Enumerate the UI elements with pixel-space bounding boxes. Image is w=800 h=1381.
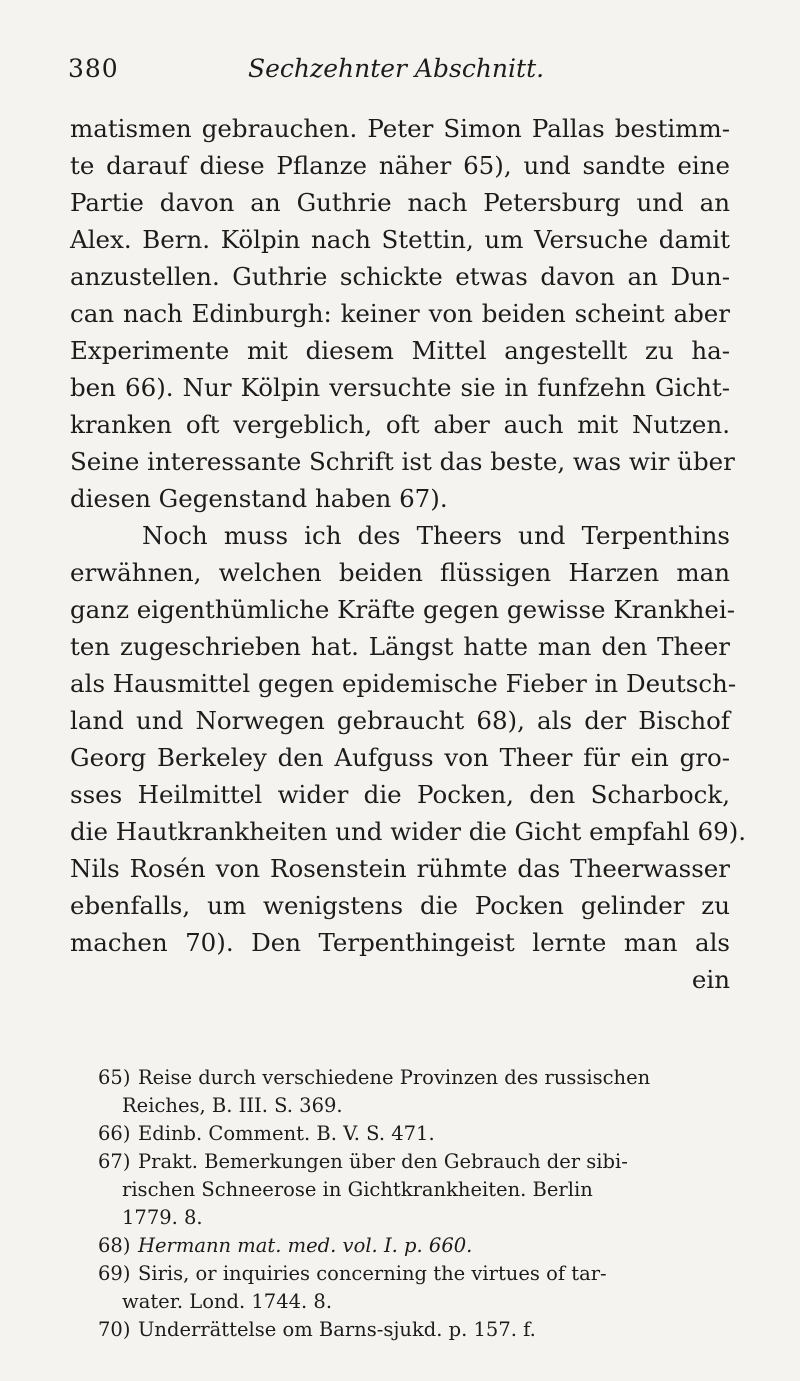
text-line: Partie davon an Guthrie nach Petersburg und an xyxy=(70,188,730,217)
text-line: te darauf diese Pflanze näher 65), und sandte eine xyxy=(70,151,730,180)
page-number: 380 xyxy=(68,54,119,83)
text-line: matismen gebrauchen. Peter Simon Pallas bestimm- xyxy=(70,114,730,143)
footnote-text: Prakt. Bemerkungen über den Gebrauch der sibi- xyxy=(138,1150,628,1173)
text-line: can nach Edinburgh: keiner von beiden scheint aber xyxy=(70,299,730,328)
text-line: machen 70). Den Terpenthingeist lernte man als xyxy=(70,928,730,957)
footnote-70 xyxy=(98,1316,730,1344)
main-text xyxy=(70,110,747,998)
footnote-65 xyxy=(98,1064,730,1092)
text-line: ebenfalls, um wenigstens die Pocken gelinder zu xyxy=(70,891,730,920)
footnotes xyxy=(98,1064,730,1344)
footnote-69 xyxy=(98,1260,730,1288)
text-line: Experimente mit diesem Mittel angestellt zu ha- xyxy=(70,336,730,365)
text-line: als Hausmittel gegen epidemische Fieber in Deutsch- xyxy=(70,669,737,698)
footnote-number: 67) xyxy=(98,1150,131,1173)
footnote-text: rischen Schneerose in Gichtkrankheiten. Berlin xyxy=(122,1178,593,1201)
footnote-text: Edinb. Comment. B. V. S. 471. xyxy=(138,1122,435,1145)
text-line: Nils Rosén von Rosenstein rühmte das Theerwasser xyxy=(70,854,730,883)
footnote-66 xyxy=(98,1120,730,1148)
text-line: diesen Gegenstand haben 67). xyxy=(70,484,448,513)
footnote-text: Underrättelse om Barns-sjukd. p. 157. f. xyxy=(138,1318,536,1341)
text-line: ganz eigenthümliche Kräfte gegen gewisse Krankhei- xyxy=(70,595,735,624)
footnote-text: water. Lond. 1744. 8. xyxy=(122,1290,333,1313)
footnote-text: Reiches, B. III. S. 369. xyxy=(122,1094,343,1117)
text-line: anzustellen. Guthrie schickte etwas davon an Dun- xyxy=(70,262,730,291)
footnote-68 xyxy=(98,1232,730,1260)
footnote-text: Reise durch verschiedene Provinzen des russischen xyxy=(138,1066,651,1089)
footnote-number: 66) xyxy=(98,1122,131,1145)
footnote-67 xyxy=(98,1148,730,1176)
footnote-number: 65) xyxy=(98,1066,131,1089)
text-line: Seine interessante Schrift ist das beste, was wir über xyxy=(70,447,735,476)
footnote-number: 69) xyxy=(98,1262,131,1285)
footnote-text: 1779. 8. xyxy=(122,1206,203,1229)
catchword: ein xyxy=(691,965,730,994)
text-line: ben 66). Nur Kölpin versuchte sie in funfzehn Gicht- xyxy=(70,373,730,402)
running-title: Sechzehnter Abschnitt. xyxy=(248,54,545,83)
page-header xyxy=(68,48,738,92)
footnote-text: Hermann mat. med. vol. I. p. 660. xyxy=(138,1234,473,1257)
text-line: erwähnen, welchen beiden flüssigen Harzen man xyxy=(70,558,730,587)
text-line: Georg Berkeley den Aufguss von Theer für ein gro- xyxy=(70,743,730,772)
text-line: Alex. Bern. Kölpin nach Stettin, um Versuche damit xyxy=(70,225,730,254)
text-line: die Hautkrankheiten und wider die Gicht empfahl 69). xyxy=(70,817,747,846)
text-line: land und Norwegen gebraucht 68), als der Bischof xyxy=(70,706,730,735)
text-line: Noch muss ich des Theers und Terpenthins xyxy=(142,521,730,550)
text-line: ten zugeschrieben hat. Längst hatte man den Theer xyxy=(70,632,730,661)
footnote-number: 70) xyxy=(98,1318,131,1341)
footnote-text: Siris, or inquiries concerning the virtues of tar- xyxy=(138,1262,607,1285)
footnote-number: 68) xyxy=(98,1234,131,1257)
text-line: kranken oft vergeblich, oft aber auch mit Nutzen. xyxy=(70,410,730,439)
text-line: sses Heilmittel wider die Pocken, den Scharbock, xyxy=(70,780,730,809)
